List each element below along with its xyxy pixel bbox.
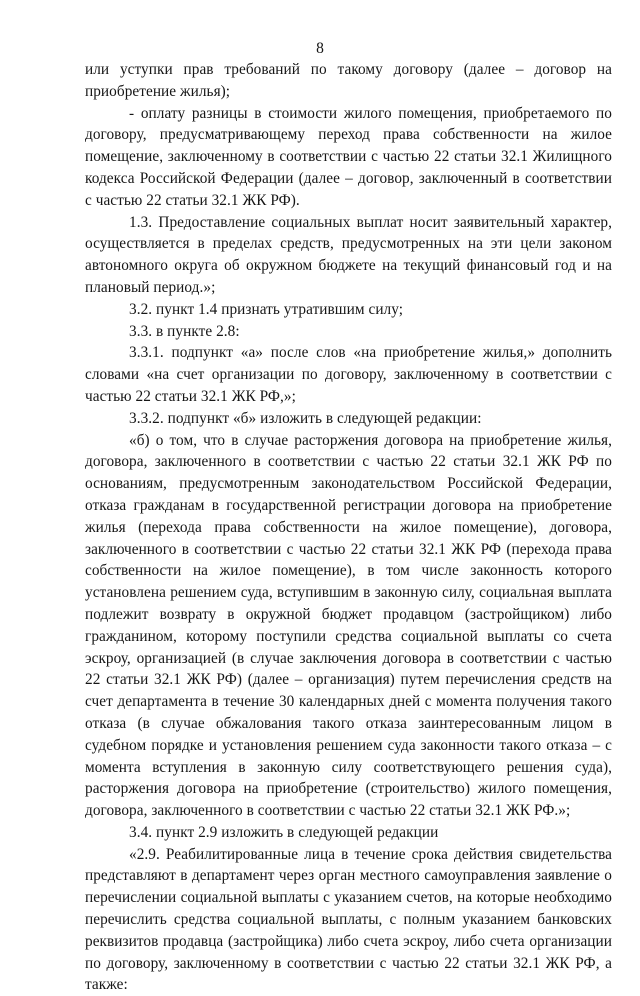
paragraph-continuation: или уступки прав требований по такому договору (далее – договор на приобретение жилья); [85, 61, 612, 100]
document-body [85, 59, 612, 996]
paragraph-3-2: 3.2. пункт 1.4 признать утратившим силу; [129, 300, 404, 318]
paragraph-3-3-2: 3.3.2. подпункт «б» изложить в следующей редакции: [129, 409, 482, 427]
paragraph-1-3: 1.3. Предоставление социальных выплат носит заявительный характер, осуществляется в пределах средств, предусмотренных на эти цели законом автономного округа об окружном бюджете на текущий финансовый год и на плановый период.»; [85, 213, 612, 296]
paragraph-3-3-1: 3.3.1. подпункт «а» после слов «на приобретение жилья,» дополнить словами «на счет организации по договору, заключенному в соответствии с частью 22 статьи 32.1 ЖК РФ,»; [85, 344, 612, 405]
paragraph-subitem-b: «б) о том, что в случае расторжения договора на приобретение жилья, договора, заключенного в соответствии с частью 22 статьи 32.1 ЖК РФ по основаниям, предусмотренным законодательством Российской Федерации, отказа гражданам в государственной регистрации договора на приобретение жилья (перехода права собственности на жилое помещение), договора, заключенного в соответствии с частью 22 статьи 32.1 ЖК РФ (перехода права собственности на жилое помещение), в том числе законность которого установлена решением суда, вступившим в законную силу, социальная выплата подлежит возврату в окружной бюджет продавцом (застройщиком) либо гражданином, которому поступили средства социальной выплаты со счета эскроу, организацией (в случае заключения договора в соответствии с частью 22 статьи 32.1 ЖК РФ) (далее – организация) путем перечисления средств на счет департамента в течение 30 календарных дней с момента получения такого отказа (в случае обжалования такого отказа заинтересованным лицом в судебном порядке и установления решением суда законности такого отказа – с момента вступления в законную силу соответствующего решения суда), расторжения договора на приобретение (строительство) жилого помещения, договора, заключенного в соответствии с частью 22 статьи 32.1 ЖК РФ.»; [85, 431, 612, 820]
paragraph-3-3: 3.3. в пункте 2.8: [129, 322, 240, 340]
paragraph-2-9: «2.9. Реабилитированные лица в течение срока действия свидетельства представляют в департамент через орган местного самоуправления заявление о перечислении социальной выплаты с указанием счетов, на которые необходимо перечислить средства социальной выплаты, с полным указанием банковских реквизитов продавца (застройщика) либо счета эскроу, либо счета организации по договору, заключенному в соответствии с частью 22 статьи 32.1 ЖК РФ, а также: [85, 845, 612, 994]
page-number: 8 [316, 40, 324, 57]
paragraph-3-4: 3.4. пункт 2.9 изложить в следующей редакции [129, 823, 439, 841]
paragraph-price-difference: - оплату разницы в стоимости жилого помещения, приобретаемого по договору, предусматривающему переход права собственности на жилое помещение, заключенному в соответствии с частью 22 статьи 32.1 Жилищного кодекса Российской Федерации (далее – договор, заключенный в соответствии с частью 22 статьи 32.1 ЖК РФ). [85, 104, 612, 209]
